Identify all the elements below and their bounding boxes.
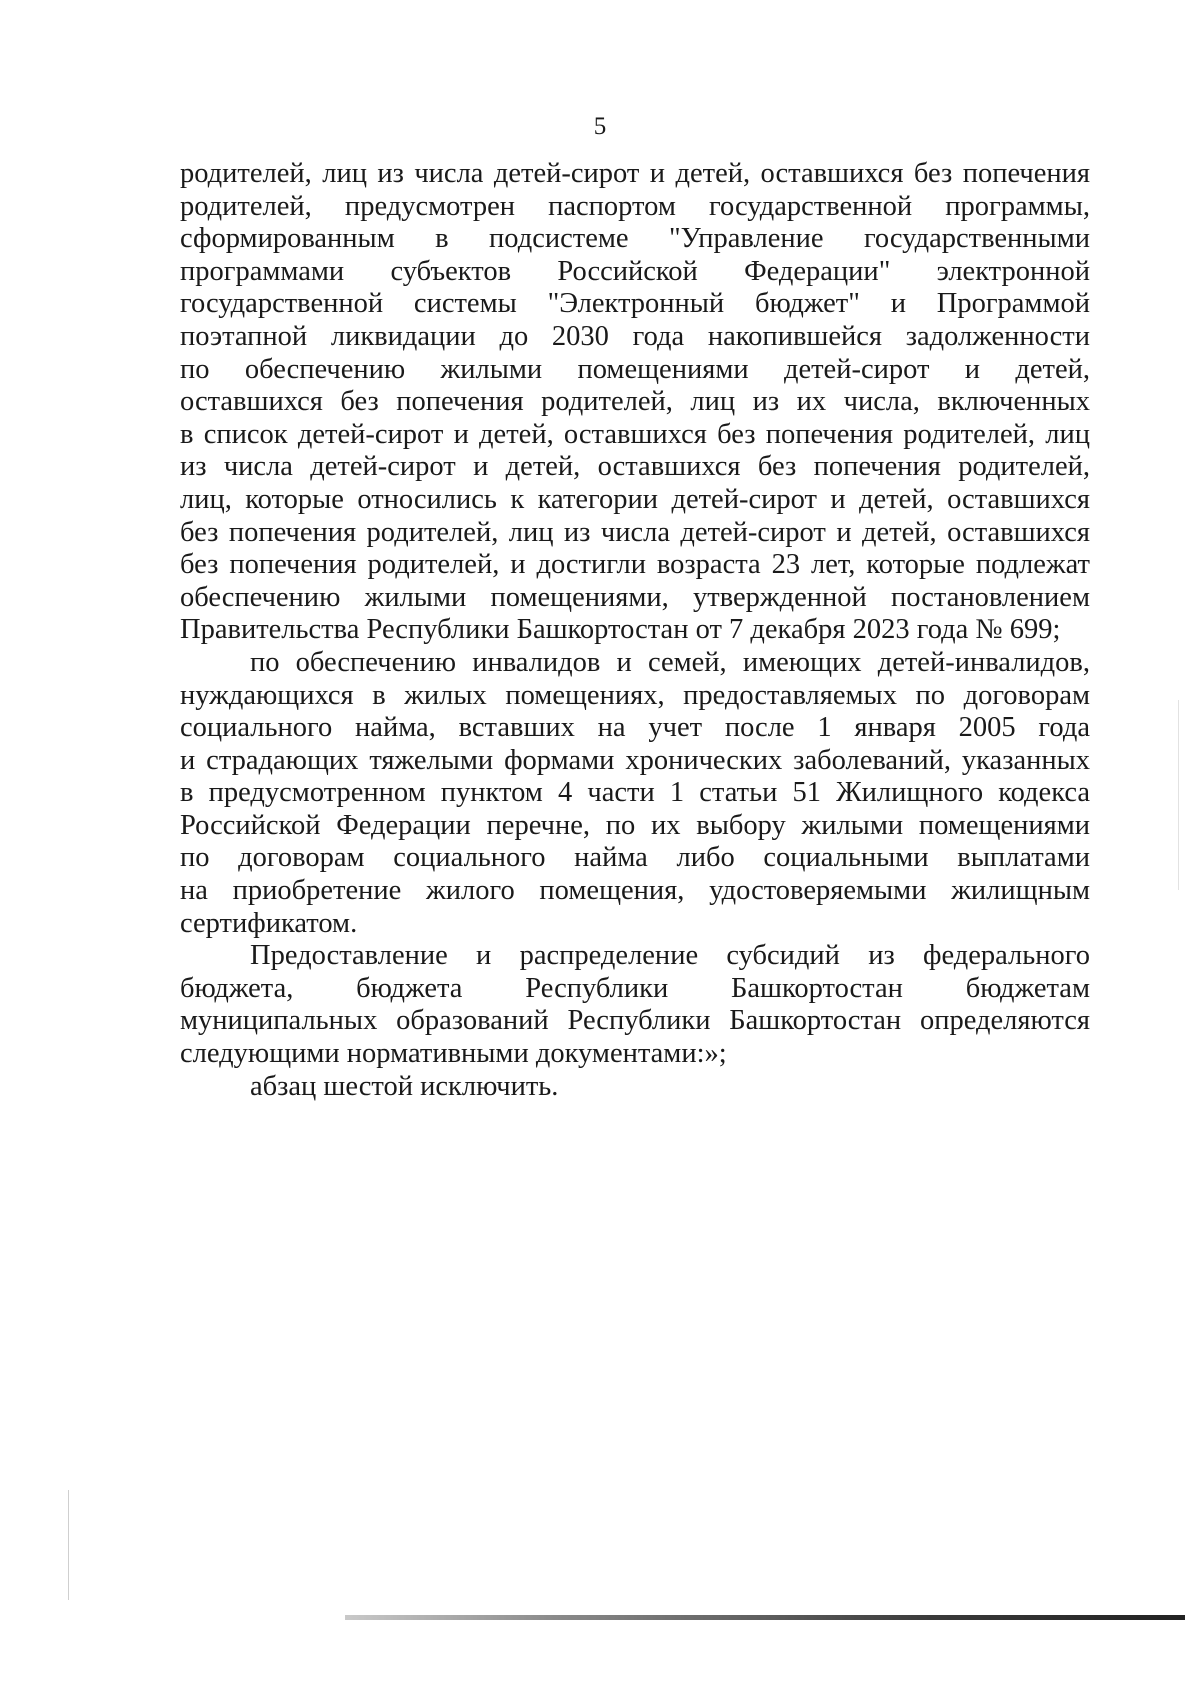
text-line: Правительства Республики Башкортостан от 7 декабря 2023 года № 699; <box>180 614 1061 646</box>
text-line: без попечения родителей, и достигли возраста 23 лет, которые подлежат <box>180 549 1090 581</box>
text-line: по договорам социального найма либо социальными выплатами <box>180 842 1090 874</box>
text-line: социального найма, вставших на учет после 1 января 2005 года <box>180 712 1090 744</box>
scan-right-line <box>1178 700 1179 890</box>
text-line: программами субъектов Российской Федерации" электронной <box>180 255 1090 287</box>
text-line: бюджета, бюджета Республики Башкортостан бюджетам <box>180 972 1090 1004</box>
text-line: в предусмотренном пунктом 4 части 1 статьи 51 Жилищного кодекса <box>180 777 1090 809</box>
text-line: сертификатом. <box>180 907 358 939</box>
text-line: государственной системы "Электронный бюджет" и Программой <box>180 288 1090 320</box>
text-line: Российской Федерации перечне, по их выбору жилыми помещениями <box>180 809 1090 841</box>
text-line: родителей, лиц из числа детей-сирот и детей, оставшихся без попечения <box>180 158 1090 189</box>
text-line: поэтапной ликвидации до 2030 года накопившейся задолженности <box>180 320 1090 352</box>
paragraph-3 <box>180 940 1090 1070</box>
scan-margin-line <box>68 1490 69 1600</box>
text-line: нуждающихся в жилых помещениях, предоставляемых по договорам <box>180 679 1090 711</box>
paragraph-2 <box>180 647 1090 940</box>
text-line: муниципальных образований Республики Башкортостан определяются <box>180 1005 1090 1037</box>
text-line: на приобретение жилого помещения, удостоверяемыми жилищным <box>180 875 1090 907</box>
paragraph-4 <box>180 1071 1090 1104</box>
text-line: без попечения родителей, лиц из числа детей-сирот и детей, оставшихся <box>180 516 1090 548</box>
text-line: и страдающих тяжелыми формами хронических заболеваний, указанных <box>180 744 1090 776</box>
text-line: абзац шестой исключить. <box>250 1070 559 1102</box>
text-line: следующими нормативными документами:»; <box>180 1038 727 1070</box>
text-line: в список детей-сирот и детей, оставшихся без попечения родителей, лиц <box>180 418 1090 450</box>
text-line: родителей, предусмотрен паспортом государственной программы, <box>180 190 1090 222</box>
text-line: из числа детей-сирот и детей, оставшихся без попечения родителей, <box>180 451 1090 483</box>
text-line: сформированным в подсистеме "Управление государственными <box>180 223 1090 255</box>
page-number: 5 <box>593 113 607 140</box>
document-body <box>180 158 1090 1103</box>
paragraph-1 <box>180 158 1090 647</box>
text-line: лиц, которые относились к категории детей-сирот и детей, оставшихся <box>180 483 1090 515</box>
scan-edge-line <box>345 1615 1185 1620</box>
text-line: по обеспечению жилыми помещениями детей-сирот и детей, <box>180 353 1090 385</box>
text-line: оставшихся без попечения родителей, лиц из их числа, включенных <box>180 386 1090 418</box>
text-line: по обеспечению инвалидов и семей, имеющих детей-инвалидов, <box>250 646 1090 678</box>
text-line: Предоставление и распределение субсидий из федерального <box>250 940 1090 972</box>
text-line: обеспечению жилыми помещениями, утвержденной постановлением <box>180 581 1090 613</box>
